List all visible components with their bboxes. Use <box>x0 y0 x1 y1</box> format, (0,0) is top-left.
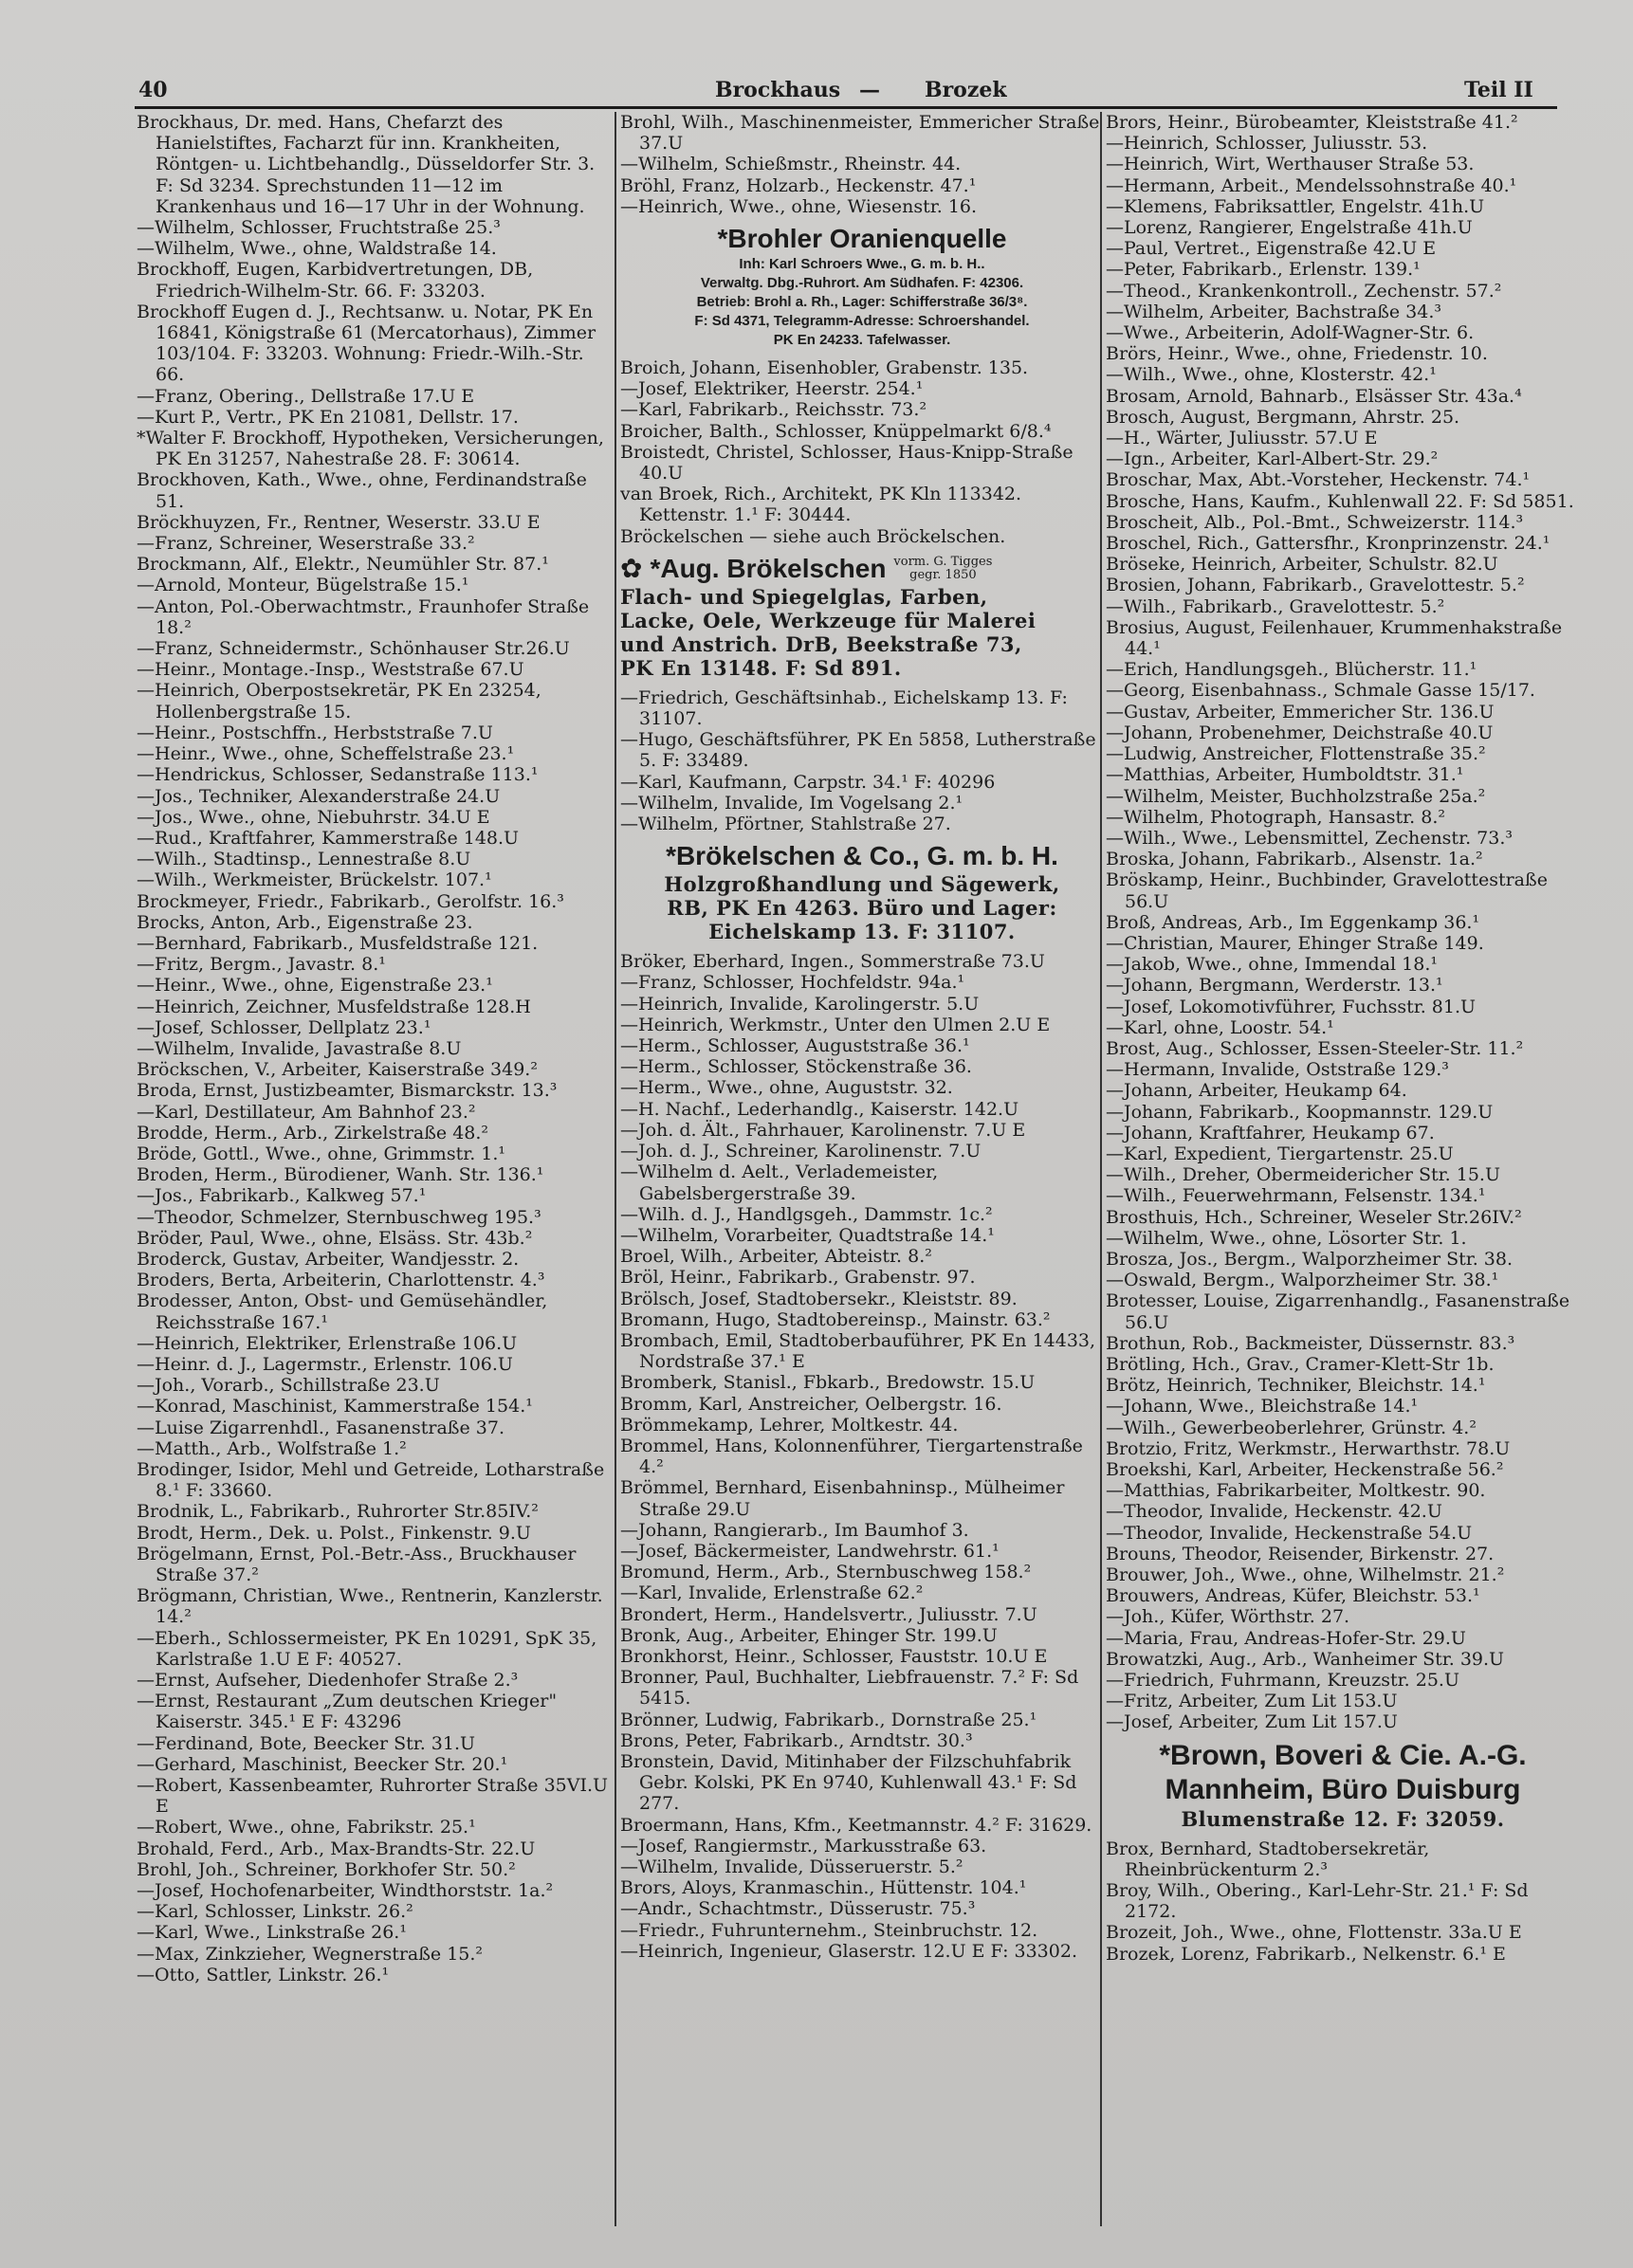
directory-entry: —Matthias, Arbeiter, Humboldtstr. 31.¹ <box>1106 764 1464 786</box>
directory-entry: —Hugo, Geschäftsführer, PK En 5858, Lutherstraße 5. F: 33489. <box>620 729 1096 772</box>
directory-entry: —Christian, Maurer, Ehinger Straße 149. <box>1106 932 1484 954</box>
range-end: Brozek <box>925 78 1007 102</box>
directory-entry: Brodesser, Anton, Obst- und Gemüsehändler, Reichsstraße 167.¹ <box>137 1290 548 1333</box>
directory-entry: —Joh. d. Ält., Fahrhauer, Karolinenstr. 7.U E <box>620 1119 1026 1141</box>
directory-entry: Bromann, Hugo, Stadtobereinsp., Mainstr. 63.² <box>620 1308 1051 1330</box>
directory-entry: —Wwe., Arbeiterin, Adolf-Wagner-Str. 6. <box>1106 322 1475 344</box>
directory-entry: —Johann, Probenehmer, Deichstraße 40.U <box>1106 722 1494 743</box>
directory-entry: —Wilhelm, Wwe., ohne, Waldstraße 14. <box>137 238 497 260</box>
directory-entry: —Wilh., Wwe., ohne, Klosterstr. 42.¹ <box>1106 364 1437 386</box>
directory-entry: Brömmel, Bernhard, Eisenbahninsp., Mülheimer Straße 29.U <box>620 1477 1065 1520</box>
directory-entry: —Heinrich, Oberpostsekretär, PK En 23254, Hollenbergstraße 15. <box>137 680 541 722</box>
directory-entry: Bröckhuyzen, Fr., Rentner, Weserstr. 33.U E <box>137 511 541 533</box>
directory-entry: —Bernhard, Fabrikarb., Musfeldstraße 121. <box>137 932 539 954</box>
part-label: Teil II <box>1464 78 1533 102</box>
directory-entry: —Hendrickus, Schlosser, Sedanstraße 113.¹ <box>137 764 539 786</box>
directory-entry: Broschel, Rich., Gattersfhr., Kronprinzenstr. 24.¹ <box>1106 533 1550 555</box>
directory-entry: —Heinrich, Werkmstr., Unter den Ulmen 2.U E <box>620 1014 1051 1035</box>
directory-entry: Brors, Aloys, Kranmaschin., Hüttenstr. 104.¹ <box>620 1877 1027 1899</box>
directory-entry: —Ernst, Aufseher, Diedenhofer Straße 2.³ <box>137 1670 519 1692</box>
directory-entry: —Herm., Schlosser, Stöckenstraße 36. <box>620 1056 972 1078</box>
directory-entry: Broska, Johann, Fabrikarb., Alsenstr. 1a.² <box>1106 849 1483 870</box>
directory-entry: —Ferdinand, Bote, Beecker Str. 31.U <box>137 1732 476 1754</box>
ad-line: Flach- und Spiegelglas, Farben, <box>620 584 988 609</box>
directory-entry: Brodt, Herm., Dek. u. Polst., Finkenstr. 9.U <box>137 1522 531 1544</box>
directory-entry: —Josef, Bäckermeister, Landwehrstr. 61.¹ <box>620 1540 1000 1562</box>
entry-list <box>620 951 1104 1962</box>
directory-entry: —Josef, Arbeiter, Zum Lit 157.U <box>1106 1711 1398 1733</box>
directory-entry: —Franz, Schneidermstr., Schönhauser Str.26.U <box>137 638 570 660</box>
directory-entry: —Theodor, Invalide, Heckenstraße 54.U <box>1106 1522 1473 1544</box>
entry-list <box>620 357 1104 547</box>
directory-entry: —Franz, Obering., Dellstraße 17.U E <box>137 385 475 407</box>
directory-entry: —Kurt P., Vertr., PK En 21081, Dellstr. 17. <box>137 406 519 428</box>
directory-entry: Brölsch, Josef, Stadtobersekr., Kleiststr. 89. <box>620 1288 1018 1309</box>
entry-list <box>1106 1838 1580 1965</box>
ad-aug-broekelschen <box>620 547 1104 687</box>
directory-entry: —Matth., Arb., Wolfstraße 1.² <box>137 1437 407 1459</box>
directory-entry: Brons, Peter, Fabrikarb., Arndtstr. 30.³ <box>620 1729 973 1751</box>
directory-entry: Broden, Herm., Bürodiener, Wanh. Str. 136.¹ <box>137 1164 544 1186</box>
directory-entry: —Josef, Rangiermstr., Markusstraße 63. <box>620 1835 987 1856</box>
directory-entry: —Heinr., Wwe., ohne, Scheffelstraße 23.¹ <box>137 743 515 765</box>
directory-entry: Brotesser, Louise, Zigarrenhandlg., Fasanenstraße 56.U <box>1106 1290 1570 1333</box>
directory-entry: Bronk, Aug., Arbeiter, Ehinger Str. 199.U <box>620 1624 998 1646</box>
directory-entry: Brömmekamp, Lehrer, Moltkestr. 44. <box>620 1414 959 1436</box>
directory-entry: Bronstein, David, Mitinhaber der Filzschuhfabrik Gebr. Kolski, PK En 9740, Kuhlenwall 43.¹ F: Sd 277. <box>620 1750 1077 1815</box>
directory-entry: —H., Wärter, Juliusstr. 57.U E <box>1106 428 1378 449</box>
directory-entry: —Wilhelm, Meister, Buchholzstraße 25a.² <box>1106 785 1486 807</box>
directory-entry: Brockmann, Alf., Elektr., Neumühler Str. 87.¹ <box>137 554 549 576</box>
directory-entry: Brögelmann, Ernst, Pol.-Betr.-Ass., Bruckhauser Straße 37.² <box>137 1543 577 1586</box>
ad-title: *Brökelschen & Co., G. m. b. H. <box>666 841 1058 871</box>
directory-entry: —Wilhelm, Invalide, Im Vogelsang 2.¹ <box>620 792 963 814</box>
directory-entry: Brötling, Hch., Grav., Cramer-Klett-Str 1b. <box>1106 1353 1495 1375</box>
directory-entry: —Wilhelm, Wwe., ohne, Lösorter Str. 1. <box>1106 1227 1467 1249</box>
directory-entry: Brodnik, L., Fabrikarb., Ruhrorter Str.85IV.² <box>137 1501 539 1523</box>
directory-entry: —Peter, Fabrikarb., Erlenstr. 139.¹ <box>1106 259 1421 281</box>
directory-entry: Broermann, Hans, Kfm., Keetmannstr. 4.² F: 31629. <box>620 1814 1092 1836</box>
directory-entry: Bronkhorst, Heinr., Schlosser, Fauststr. 10.U E <box>620 1645 1048 1667</box>
directory-entry: Broß, Andreas, Arb., Im Eggenkamp 36.¹ <box>1106 911 1480 933</box>
directory-entry: Bromund, Herm., Arb., Sternbuschweg 158.² <box>620 1562 1032 1583</box>
directory-entry: Brockhaus, Dr. med. Hans, Chefarzt des Hanielstiftes, Facharzt für inn. Krankheiten, Röntgen- u. Lichtbehandlg., Düsseldorfer Str. 3. F: Sd 3234. Sprechstunden 11—12 im Krankenhaus und 16—17 Uhr in der Wohnung. <box>137 112 596 217</box>
directory-entry: —Joh., Küfer, Wörthstr. 27. <box>1106 1606 1350 1628</box>
directory-entry: —Theodor, Schmelzer, Sternbuschweg 195.³ <box>137 1206 541 1228</box>
ad-line: Verwaltg. Dbg.-Ruhrort. Am Südhafen. F: 42306. <box>700 275 1024 292</box>
ad-line: und Anstrich. DrB, Beekstraße 73, <box>620 631 1022 656</box>
directory-entry: —Anton, Pol.-Oberwachtmstr., Fraunhofer Straße 18.² <box>137 595 590 638</box>
directory-entry: —Wilh., Wwe., Lebensmittel, Zechenstr. 73.³ <box>1106 827 1513 849</box>
directory-entry: —Lorenz, Rangierer, Engelstraße 41h.U <box>1106 217 1473 239</box>
ad-line: Blumenstraße 12. F: 32059. <box>1181 1806 1505 1831</box>
directory-entry: —Wilh., Feuerwehrmann, Felsenstr. 134.¹ <box>1106 1185 1486 1207</box>
directory-entry: Brosch, August, Bergmann, Ahrstr. 25. <box>1106 406 1460 428</box>
directory-entry: Broderck, Gustav, Arbeiter, Wandjesstr. 2. <box>137 1248 520 1270</box>
directory-entry: —Fritz, Arbeiter, Zum Lit 153.U <box>1106 1691 1398 1712</box>
directory-entry: Brohl, Joh., Schreiner, Borkhofer Str. 50.² <box>137 1858 516 1880</box>
directory-entry: —Heinrich, Schlosser, Juliusstr. 53. <box>1106 133 1428 155</box>
directory-entry: Bröskamp, Heinr., Buchbinder, Gravelottestraße 56.U <box>1106 869 1548 912</box>
directory-entry: —Karl, Schlosser, Linkstr. 26.² <box>137 1901 413 1923</box>
directory-entry: Brouwer, Joh., Wwe., ohne, Wilhelmstr. 21.² <box>1106 1564 1505 1586</box>
directory-entry: —Erich, Handlungsgeh., Blücherstr. 11.¹ <box>1106 659 1477 681</box>
directory-entry: —Josef, Schlosser, Dellplatz 23.¹ <box>137 1016 431 1038</box>
directory-entry: —Gerhard, Maschinist, Beecker Str. 20.¹ <box>137 1753 508 1775</box>
directory-entry: —Karl, Kaufmann, Carpstr. 34.¹ F: 40296 <box>620 771 996 793</box>
directory-entry: —Herm., Wwe., ohne, Auguststr. 32. <box>620 1077 953 1099</box>
directory-entry: Brocks, Anton, Arb., Eigenstraße 23. <box>137 911 473 933</box>
directory-entry: —Ernst, Restaurant „Zum deutschen Krieger" Kaiserstr. 345.¹ E F: 43296 <box>137 1691 558 1733</box>
directory-entry: —Robert, Kassenbeamter, Ruhrorter Straße 35VI.U E <box>137 1775 609 1818</box>
directory-entry: —Gustav, Arbeiter, Emmericher Str. 136.U <box>1106 701 1495 722</box>
directory-entry: —Wilhelm, Invalide, Javastraße 8.U <box>137 1037 462 1059</box>
directory-entry: —Eberh., Schlossermeister, PK En 10291, SpK 35, Karlstraße 1.U E F: 40527. <box>137 1627 597 1670</box>
directory-entry: Bröker, Eberhard, Ingen., Sommerstraße 73.U <box>620 951 1045 973</box>
directory-entry: —Luise Zigarrenhdl., Fasanenstraße 37. <box>137 1417 505 1438</box>
entry-list <box>620 112 1104 217</box>
directory-entry: —Wilhelm, Invalide, Düsseruerstr. 5.² <box>620 1856 963 1877</box>
directory-entry: —Jos., Fabrikarb., Kalkweg 57.¹ <box>137 1185 427 1207</box>
range-dash: — <box>859 78 880 102</box>
ad-line: Lacke, Oele, Werkzeuge für Malerei <box>620 608 1037 632</box>
directory-entry: —Heinrich, Wirt, Werthauser Straße 53. <box>1106 154 1475 175</box>
directory-entry: Brodde, Herm., Arb., Zirkelstraße 48.² <box>137 1122 489 1143</box>
directory-entry: —Paul, Vertret., Eigenstraße 42.U E <box>1106 238 1437 260</box>
directory-entry: —Joh. d. J., Schreiner, Karolinenstr. 7.U <box>620 1141 982 1162</box>
directory-entry: —Joh., Vorarb., Schillstraße 23.U <box>137 1375 440 1397</box>
entry-list <box>137 112 611 1985</box>
directory-entry: —Theodor, Invalide, Heckenstr. 42.U <box>1106 1501 1442 1523</box>
directory-entry: —Herm., Schlosser, Auguststraße 36.¹ <box>620 1035 970 1057</box>
directory-entry: —Wilhelm, Schlosser, Fruchtstraße 25.³ <box>137 217 501 239</box>
directory-entry: —Arnold, Monteur, Bügelstraße 15.¹ <box>137 575 469 596</box>
directory-entry: —Heinrich, Wwe., ohne, Wiesenstr. 16. <box>620 195 978 217</box>
directory-entry: Broistedt, Christel, Schlosser, Haus-Knipp-Straße 40.U <box>620 441 1073 485</box>
directory-entry: —Johann, Wwe., Bleichstraße 14.¹ <box>1106 1396 1419 1418</box>
directory-entry: —Wilhelm, Photograph, Hansastr. 8.² <box>1106 806 1446 828</box>
ad-line: Holzgroßhandlung und Sägewerk, <box>664 872 1060 897</box>
directory-entry: Brosche, Hans, Kaufm., Kuhlenwall 22. F: Sd 5851. <box>1106 490 1574 512</box>
directory-entry: —Josef, Hochofenarbeiter, Windthorststr. 1a.² <box>137 1880 554 1902</box>
directory-entry: —H. Nachf., Lederhandlg., Kaiserstr. 142.U <box>620 1098 1019 1120</box>
directory-entry: —Johann, Kraftfahrer, Heukamp 67. <box>1106 1122 1435 1143</box>
directory-entry: Broda, Ernst, Justizbeamter, Bismarckstr. 13.³ <box>137 1080 558 1102</box>
directory-entry: Brosza, Jos., Bergm., Walporzheimer Str. 38. <box>1106 1248 1514 1270</box>
directory-entry: Brönner, Ludwig, Fabrikarb., Dornstraße 25.¹ <box>620 1709 1037 1730</box>
directory-entry: —Ludwig, Anstreicher, Flottenstraße 35.² <box>1106 743 1486 765</box>
directory-entry: Brommel, Hans, Kolonnenführer, Tiergartenstraße 4.² <box>620 1435 1083 1478</box>
directory-entry: —Andr., Schachtmstr., Düsserustr. 75.³ <box>620 1898 976 1920</box>
directory-entry: —Wilh., Stadtinsp., Lennestraße 8.U <box>137 849 471 870</box>
directory-entry: —Theod., Krankenkontroll., Zechenstr. 57.² <box>1106 280 1502 302</box>
directory-entry: Brohl, Wilh., Maschinenmeister, Emmericher Straße 37.U <box>620 112 1100 155</box>
directory-entry: Brockmeyer, Friedr., Fabrikarb., Gerolfstr. 16.³ <box>137 890 564 912</box>
directory-entry: Brost, Aug., Schlosser, Essen-Steeler-Str. 11.² <box>1106 1037 1524 1059</box>
ad-brown-boveri <box>1106 1733 1580 1838</box>
directory-entry: Brothun, Rob., Backmeister, Düssernstr. 83.³ <box>1106 1332 1515 1354</box>
directory-entry: —Klemens, Fabriksattler, Engelstr. 41h.U <box>1106 195 1485 217</box>
directory-entry: —Jakob, Wwe., ohne, Immendal 18.¹ <box>1106 954 1438 976</box>
directory-entry: Brondert, Herm., Handelsvertr., Juliusstr. 7.U <box>620 1603 1037 1625</box>
entry-list <box>620 687 1104 834</box>
directory-entry: —Robert, Wwe., ohne, Fabrikstr. 25.¹ <box>137 1817 476 1838</box>
directory-entry: Bröckschen, V., Arbeiter, Kaiserstraße 349.² <box>137 1059 538 1081</box>
directory-entry: —Heinr., Montage.-Insp., Weststraße 67.U <box>137 659 524 681</box>
directory-entry: —Heinr., Postschffn., Herbststraße 7.U <box>137 722 493 743</box>
ad-line: RB, PK En 4263. Büro und Lager: <box>667 896 1057 921</box>
directory-entry: —Jos., Techniker, Alexanderstraße 24.U <box>137 785 501 807</box>
column-1 <box>137 112 611 2236</box>
directory-entry: Brosien, Johann, Fabrikarb., Gravelottestr. 5.² <box>1106 575 1525 596</box>
flower-emblem-icon: ✿ <box>620 552 643 584</box>
directory-entry: —Friedrich, Fuhrmann, Kreuzstr. 25.U <box>1106 1670 1459 1692</box>
directory-entry: Brosam, Arnold, Bahnarb., Elsässer Str. 43a.⁴ <box>1106 385 1522 407</box>
header-rule <box>135 106 1557 109</box>
directory-entry: —Wilh., Gewerbeoberlehrer, Grünstr. 4.² <box>1106 1417 1477 1438</box>
ad-line: F: Sd 4371, Telegramm-Adresse: Schroershandel. <box>694 313 1030 330</box>
directory-entry: —Friedrich, Geschäftsinhab., Eichelskamp 13. F: 31107. <box>620 686 1068 730</box>
directory-entry: —Karl, Fabrikarb., Reichsstr. 73.² <box>620 399 927 421</box>
directory-entry: —Hermann, Invalide, Oststraße 129.³ <box>1106 1059 1449 1081</box>
directory-entry: —Ign., Arbeiter, Karl-Albert-Str. 29.² <box>1106 448 1439 470</box>
directory-entry: —Franz, Schreiner, Weserstraße 33.² <box>137 533 475 555</box>
directory-entry: Brosius, August, Feilenhauer, Krummenhakstraße 44.¹ <box>1106 616 1563 660</box>
ad-subtitle: Mannheim, Büro Duisburg <box>1165 1773 1521 1805</box>
directory-entry: Bröde, Gottl., Wwe., ohne, Grimmstr. 1.¹ <box>137 1143 506 1164</box>
directory-entry: —Heinr. d. J., Lagermstr., Erlenstr. 106.U <box>137 1353 513 1375</box>
directory-entry: —Wilh., Werkmeister, Brückelstr. 107.¹ <box>137 869 492 891</box>
directory-entry: Brockhoven, Kath., Wwe., ohne, Ferdinandstraße 51. <box>137 469 587 512</box>
directory-entry: Brombach, Emil, Stadtoberbauführer, PK En 14433, Nordstraße 37.¹ E <box>620 1329 1096 1373</box>
directory-entry: —Wilhelm, Vorarbeiter, Quadtstraße 14.¹ <box>620 1224 995 1246</box>
directory-entry: Broel, Wilh., Arbeiter, Abteistr. 8.² <box>620 1246 932 1268</box>
directory-entry: —Oswald, Bergm., Walporzheimer Str. 38.¹ <box>1106 1270 1499 1291</box>
directory-entry: —Hermann, Arbeit., Mendelssohnstraße 40.¹ <box>1106 174 1517 196</box>
directory-entry: Broscheit, Alb., Pol.-Bmt., Schweizerstr. 114.³ <box>1106 511 1524 533</box>
directory-entry: —Karl, Expedient, Tiergartenstr. 25.U <box>1106 1143 1454 1164</box>
directory-entry: Brox, Bernhard, Stadtobersekretär, Rheinbrückenturm 2.³ <box>1106 1838 1430 1880</box>
ad-line: PK En 24233. Tafelwasser. <box>773 332 951 349</box>
directory-entry: —Wilhelm d. Aelt., Verlademeister, Gabelsbergerstraße 39. <box>620 1161 939 1204</box>
ad-former-owner: vorm. G. Tigges <box>893 554 993 569</box>
directory-entry: —Wilhelm, Schießmstr., Rheinstr. 44. <box>620 154 962 175</box>
directory-entry: Brockhoff Eugen d. J., Rechtsanw. u. Notar, PK En 16841, Königstraße 61 (Mercatorhaus), Zimmer 103/104. F: 33203. Wohnung: Friedr.-Wilh.-Str. 66. <box>137 301 596 386</box>
directory-entry: Bromm, Karl, Anstreicher, Oelbergstr. 16. <box>620 1393 1002 1415</box>
ad-founded: gegr. 1850 <box>909 567 977 582</box>
directory-entry: —Heinr., Wwe., ohne, Eigenstraße 23.¹ <box>137 975 493 997</box>
ad-title: *Brohler Oranienquelle <box>717 224 1007 254</box>
page-number: 40 <box>138 78 168 102</box>
directory-entry: Broders, Berta, Arbeiterin, Charlottenstr. 4.³ <box>137 1270 545 1291</box>
directory-entry: van Broek, Rich., Architekt, PK Kln 113342. Kettenstr. 1.¹ F: 30444. <box>620 484 1022 526</box>
ad-line: Eichelskamp 13. F: 31107. <box>708 920 1016 944</box>
directory-entry: *Walter F. Brockhoff, Hypotheken, Versicherungen, PK En 31257, Nahestraße 28. F: 30614. <box>137 428 604 470</box>
directory-entry: Brötz, Heinrich, Techniker, Bleichstr. 14.¹ <box>1106 1375 1486 1397</box>
directory-entry: —Heinrich, Invalide, Karolingerstr. 5.U <box>620 993 980 1015</box>
directory-entry: —Johann, Fabrikarb., Koopmannstr. 129.U <box>1106 1101 1494 1123</box>
column-2 <box>620 112 1104 2236</box>
directory-entry: Broekshi, Karl, Arbeiter, Heckenstraße 56.² <box>1106 1459 1504 1480</box>
directory-entry: —Max, Zinkzieher, Wegnerstraße 15.² <box>137 1943 484 1965</box>
ad-line: Betrieb: Brohl a. Rh., Lager: Schifferstraße 36/3⁸. <box>696 294 1028 311</box>
directory-entry: —Josef, Elektriker, Heerstr. 254.¹ <box>620 378 924 400</box>
directory-entry: Bröl, Heinr., Fabrikarb., Grabenstr. 97. <box>620 1267 976 1289</box>
ad-line: PK En 13148. F: Sd 891. <box>620 655 902 680</box>
directory-entry: —Heinrich, Ingenieur, Glaserstr. 12.U E F: 33302. <box>620 1940 1077 1962</box>
directory-entry: —Maria, Frau, Andreas-Hofer-Str. 29.U <box>1106 1627 1466 1649</box>
directory-entry: —Karl, ohne, Loostr. 54.¹ <box>1106 1016 1334 1038</box>
directory-entry: —Wilh., Fabrikarb., Gravelottestr. 5.² <box>1106 595 1445 617</box>
entry-list <box>1106 112 1580 1733</box>
directory-entry: Brouns, Theodor, Reisender, Birkenstr. 27. <box>1106 1543 1495 1564</box>
directory-entry: Broich, Johann, Eisenhobler, Grabenstr. 135. <box>620 357 1029 379</box>
directory-entry: —Rud., Kraftfahrer, Kammerstraße 148.U <box>137 827 520 849</box>
directory-entry: —Johann, Rangierarb., Im Baumhof 3. <box>620 1519 969 1541</box>
directory-entry: Brouwers, Andreas, Küfer, Bleichstr. 53.¹ <box>1106 1585 1480 1607</box>
directory-entry: —Heinrich, Zeichner, Musfeldstraße 128.H <box>137 996 531 1017</box>
directory-entry: —Karl, Destillateur, Am Bahnhof 23.² <box>137 1101 476 1123</box>
directory-entry: Broschar, Max, Abt.-Vorsteher, Heckenstr. 74.¹ <box>1106 469 1531 491</box>
directory-entry: Brörs, Heinr., Wwe., ohne, Friedenstr. 10. <box>1106 343 1488 365</box>
directory-entry: —Fritz, Bergm., Javastr. 8.¹ <box>137 954 386 976</box>
directory-entry: —Wilhelm, Arbeiter, Bachstraße 34.³ <box>1106 301 1442 322</box>
directory-entry: Bromberk, Stanisl., Fbkarb., Bredowstr. 15.U <box>620 1372 1036 1394</box>
directory-entry: —Wilh. d. J., Handlgsgeh., Dammstr. 1c.² <box>620 1203 993 1225</box>
directory-entry: —Johann, Arbeiter, Heukamp 64. <box>1106 1080 1407 1102</box>
directory-entry: Bröckelschen — siehe auch Bröckelschen. <box>620 525 1006 547</box>
directory-entry: Brotzio, Fritz, Werkmstr., Herwarthstr. 78.U <box>1106 1437 1511 1459</box>
directory-entry: Brors, Heinr., Bürobeamter, Kleiststraße 41.² <box>1106 112 1518 133</box>
directory-entry: Brögmann, Christian, Wwe., Rentnerin, Kanzlerstr. 14.² <box>137 1585 603 1628</box>
range-start: Brockhaus <box>715 78 841 102</box>
directory-entry: Brosthuis, Hch., Schreiner, Weseler Str.26IV.² <box>1106 1206 1522 1228</box>
directory-entry: —Karl, Wwe., Linkstraße 26.¹ <box>137 1922 407 1944</box>
directory-entry: —Otto, Sattler, Linkstr. 26.¹ <box>137 1964 390 1985</box>
ad-line: Inh: Karl Schroers Wwe., G. m. b. H.. <box>739 256 985 273</box>
column-3 <box>1106 112 1580 2236</box>
directory-entry: Browatzki, Aug., Arb., Wanheimer Str. 39.U <box>1106 1648 1505 1670</box>
ad-title: *Brown, Boveri & Cie. A.-G. <box>1159 1739 1527 1771</box>
directory-entry: —Heinrich, Elektriker, Erlenstraße 106.U <box>137 1332 518 1354</box>
directory-entry: —Jos., Wwe., ohne, Niebuhrstr. 34.U E <box>137 806 490 828</box>
directory-entry: Broy, Wilh., Obering., Karl-Lehr-Str. 21.¹ F: Sd 2172. <box>1106 1880 1529 1923</box>
directory-entry: —Georg, Eisenbahnass., Schmale Gasse 15/17. <box>1106 680 1535 702</box>
directory-entry: Bröhl, Franz, Holzarb., Heckenstr. 47.¹ <box>620 174 977 196</box>
directory-entry: —Konrad, Maschinist, Kammerstraße 154.¹ <box>137 1396 533 1418</box>
directory-entry: Broicher, Balth., Schlosser, Knüppelmarkt 6/8.⁴ <box>620 420 1052 442</box>
directory-entry: —Franz, Schlosser, Hochfeldstr. 94a.¹ <box>620 972 965 994</box>
directory-entry: Brohald, Ferd., Arb., Max-Brandts-Str. 22.U <box>137 1838 536 1859</box>
directory-entry: Bröder, Paul, Wwe., ohne, Elsäss. Str. 43b.² <box>137 1227 533 1249</box>
directory-entry: —Matthias, Fabrikarbeiter, Moltkestr. 90. <box>1106 1480 1486 1502</box>
ad-broekelschen-co <box>620 834 1104 951</box>
directory-entry: Brodinger, Isidor, Mehl und Getreide, Lotharstraße 8.¹ F: 33660. <box>137 1459 605 1502</box>
directory-entry: Brozeit, Joh., Wwe., ohne, Flottenstr. 33a.U E <box>1106 1922 1522 1944</box>
ad-title: *Aug. Brökelschen <box>650 553 887 583</box>
directory-entry: Bröseke, Heinrich, Arbeiter, Schulstr. 82.U <box>1106 554 1498 576</box>
column-divider <box>615 112 616 2226</box>
directory-entry: —Karl, Invalide, Erlenstraße 62.² <box>620 1582 924 1604</box>
ad-brohler-oranienquelle <box>620 217 1104 357</box>
directory-entry: —Wilh., Dreher, Obermeidericher Str. 15.U <box>1106 1164 1500 1186</box>
directory-entry: —Josef, Lokomotivführer, Fuchsstr. 81.U <box>1106 996 1477 1017</box>
directory-entry: Brockhoff, Eugen, Karbidvertretungen, DB, Friedrich-Wilhelm-Str. 66. F: 33203. <box>137 259 534 302</box>
directory-entry: Bronner, Paul, Buchhalter, Liebfrauenstr. 7.² F: Sd 5415. <box>620 1667 1079 1710</box>
directory-entry: Brozek, Lorenz, Fabrikarb., Nelkenstr. 6.¹ E <box>1106 1943 1506 1965</box>
directory-entry: —Friedr., Fuhrunternehm., Steinbruchstr. 12. <box>620 1919 1038 1941</box>
directory-entry: —Johann, Bergmann, Werderstr. 13.¹ <box>1106 975 1443 997</box>
directory-entry: —Wilhelm, Pförtner, Stahlstraße 27. <box>620 814 951 835</box>
